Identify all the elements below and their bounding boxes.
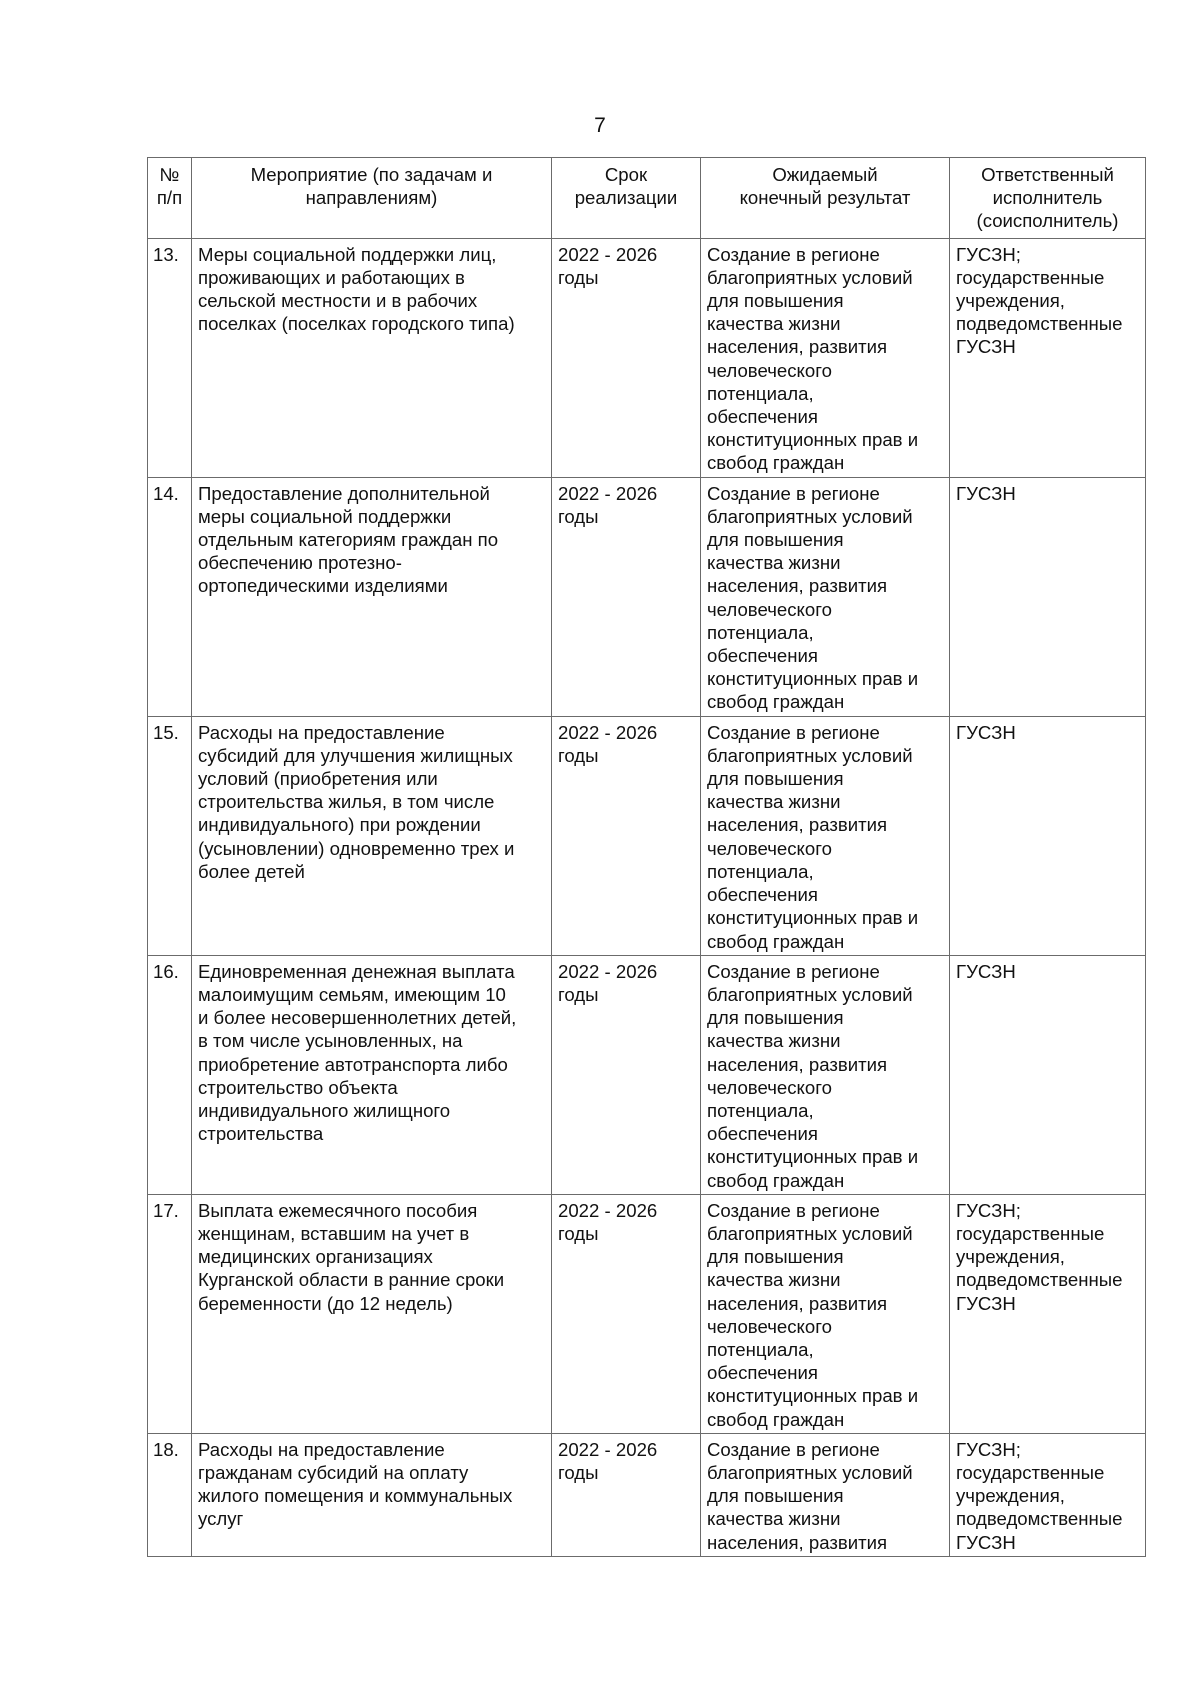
row-result: Создание в регионе благоприятных условий для повышения качества жизни населения, развития человеческого потенциала, обеспечения конституционных прав и свобод граждан <box>701 716 950 955</box>
row-term: 2022 - 2026 годы <box>552 477 701 716</box>
row-event: Выплата ежемесячного пособия женщинам, вставшим на учет в медицинских организациях Курганской области в ранние сроки беременности (до 12 недель) <box>192 1194 552 1433</box>
row-term: 2022 - 2026 годы <box>552 955 701 1194</box>
row-executor: ГУСЗН; государственные учреждения, подведомственные ГУСЗН <box>950 238 1146 477</box>
row-number: 15. <box>148 716 192 955</box>
row-term: 2022 - 2026 годы <box>552 1194 701 1433</box>
row-result: Создание в регионе благоприятных условий для повышения качества жизни населения, развития человеческого потенциала, обеспечения конституционных прав и свобод граждан <box>701 1194 950 1433</box>
row-number: 17. <box>148 1194 192 1433</box>
row-executor: ГУСЗН <box>950 716 1146 955</box>
table-row <box>148 1433 1146 1556</box>
row-term: 2022 - 2026 годы <box>552 238 701 477</box>
row-event: Единовременная денежная выплата малоимущим семьям, имеющим 10 и более несовершеннолетних детей, в том числе усыновленных, на приобретение автотранспорта либо строительство объекта индивидуального жилищного строительства <box>192 955 552 1194</box>
row-result: Создание в регионе благоприятных условий для повышения качества жизни населения, развития человеческого потенциала, обеспечения конституционных прав и свобод граждан <box>701 477 950 716</box>
page-number: 7 <box>594 114 606 137</box>
row-event: Расходы на предоставление гражданам субсидий на оплату жилого помещения и коммунальных услуг <box>192 1433 552 1556</box>
row-executor: ГУСЗН; государственные учреждения, подведомственные ГУСЗН <box>950 1433 1146 1556</box>
row-event: Меры социальной поддержки лиц, проживающих и работающих в сельской местности и в рабочих поселках (поселках городского типа) <box>192 238 552 477</box>
header-result: Ожидаемый конечный результат <box>701 158 950 239</box>
header-num: № п/п <box>148 158 192 239</box>
row-number: 16. <box>148 955 192 1194</box>
header-executor: Ответственный исполнитель (соисполнитель) <box>950 158 1146 239</box>
row-term: 2022 - 2026 годы <box>552 716 701 955</box>
table-row <box>148 955 1146 1194</box>
header-event: Мероприятие (по задачам и направлениям) <box>192 158 552 239</box>
table-header-row <box>148 158 1146 239</box>
row-number: 18. <box>148 1433 192 1556</box>
row-number: 14. <box>148 477 192 716</box>
table-row <box>148 716 1146 955</box>
table-row <box>148 477 1146 716</box>
row-term: 2022 - 2026 годы <box>552 1433 701 1556</box>
table-row <box>148 238 1146 477</box>
row-event: Расходы на предоставление субсидий для улучшения жилищных условий (приобретения или строительства жилья, в том числе индивидуального) при рождении (усыновлении) одновременно трех и более детей <box>192 716 552 955</box>
row-result: Создание в регионе благоприятных условий для повышения качества жизни населения, развития человеческого потенциала, обеспечения конституционных прав и свобод граждан <box>701 238 950 477</box>
row-executor: ГУСЗН <box>950 477 1146 716</box>
row-executor: ГУСЗН; государственные учреждения, подведомственные ГУСЗН <box>950 1194 1146 1433</box>
row-event: Предоставление дополнительной меры социальной поддержки отдельным категориям граждан по обеспечению протезно- ортопедическими изделиями <box>192 477 552 716</box>
row-number: 13. <box>148 238 192 477</box>
row-executor: ГУСЗН <box>950 955 1146 1194</box>
table-row <box>148 1194 1146 1433</box>
measures-table <box>147 157 1146 1557</box>
row-result: Создание в регионе благоприятных условий для повышения качества жизни населения, развития человеческого потенциала, обеспечения конституционных прав и свобод граждан <box>701 955 950 1194</box>
row-result: Создание в регионе благоприятных условий для повышения качества жизни населения, развития <box>701 1433 950 1556</box>
header-term: Срок реализации <box>552 158 701 239</box>
